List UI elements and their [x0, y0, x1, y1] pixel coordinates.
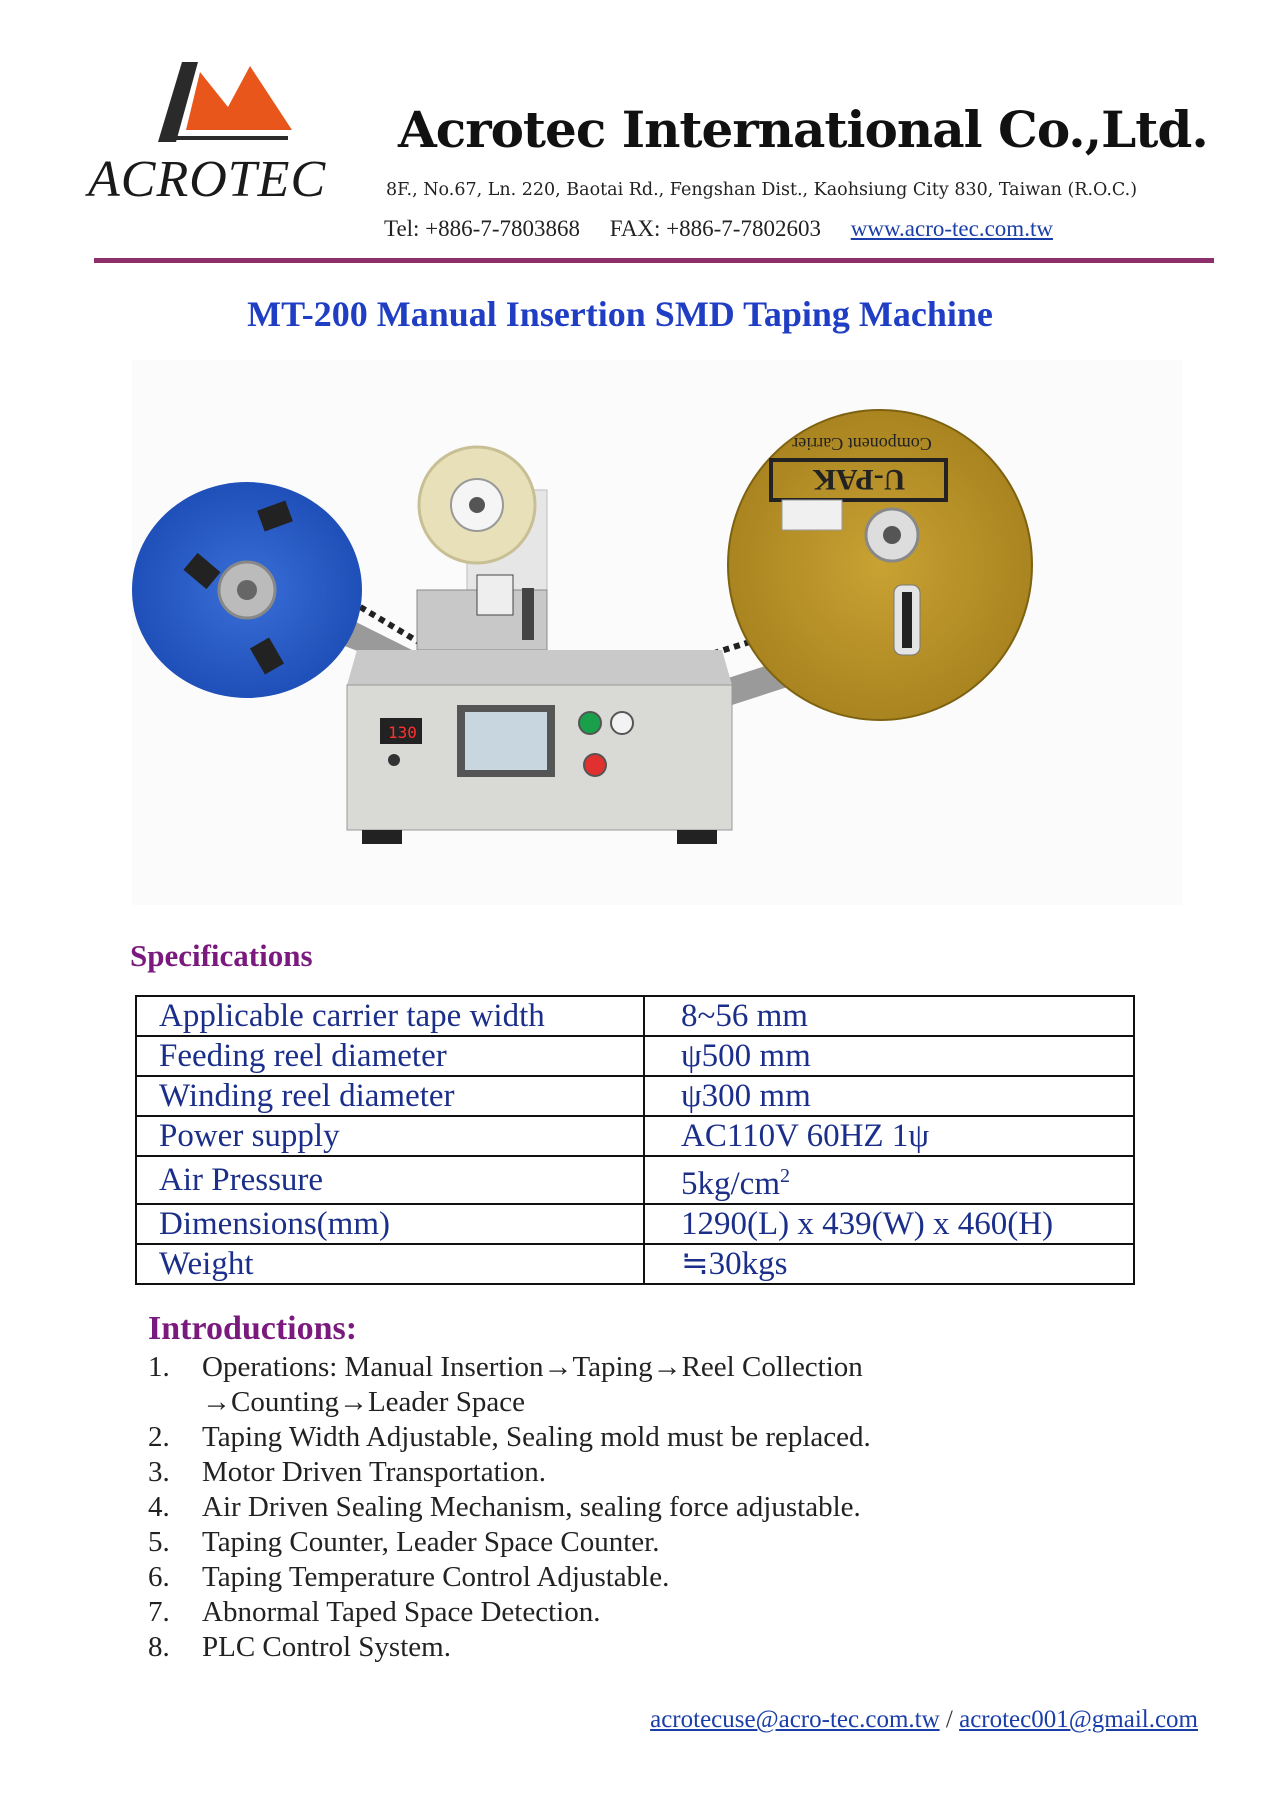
list-text-continued: →Counting→Leader Space — [202, 1386, 525, 1418]
list-item — [148, 1630, 871, 1665]
specifications-heading: Specifications — [130, 938, 313, 973]
spec-value: AC110V 60HZ 1ψ — [644, 1116, 1134, 1156]
table-row — [136, 1204, 1134, 1244]
list-text: Taping Width Adjustable, Sealing mold must be replaced. — [202, 1421, 871, 1453]
list-item — [148, 1525, 871, 1560]
table-row — [136, 1116, 1134, 1156]
spec-value: 1290(L) x 439(W) x 460(H) — [644, 1204, 1134, 1244]
winding-reel — [728, 410, 1032, 720]
email-separator: / — [939, 1706, 960, 1733]
list-item — [148, 1420, 871, 1455]
introductions-heading: Introductions: — [148, 1310, 358, 1347]
reel-caption: Component Carrier — [792, 434, 932, 454]
spec-value: ψ300 mm — [644, 1076, 1134, 1116]
spec-value-text: 5kg/cm — [681, 1166, 780, 1202]
table-row — [136, 1156, 1134, 1204]
telephone: Tel: +886-7-7803868 — [384, 216, 580, 241]
table-row — [136, 1244, 1134, 1284]
fax: FAX: +886-7-7802603 — [609, 216, 821, 241]
list-text: PLC Control System. — [202, 1631, 451, 1663]
acrotec-mountain-icon — [138, 52, 318, 142]
reset-button — [611, 712, 633, 734]
list-text: Operations: Manual Insertion→Taping→Reel Collection — [202, 1351, 863, 1383]
stop-button — [584, 754, 606, 776]
spec-label: Weight — [136, 1244, 644, 1284]
list-number: 3. — [148, 1456, 170, 1488]
list-number: 6. — [148, 1561, 170, 1593]
header-divider — [94, 258, 1214, 263]
spec-label: Winding reel diameter — [136, 1076, 644, 1116]
spec-label: Air Pressure — [136, 1156, 644, 1204]
superscript: 2 — [779, 1165, 790, 1187]
footer-contact — [650, 1706, 1198, 1734]
spec-label: Feeding reel diameter — [136, 1036, 644, 1076]
list-text: Taping Temperature Control Adjustable. — [202, 1561, 670, 1593]
company-logo — [88, 52, 338, 208]
list-item — [148, 1560, 871, 1595]
list-number: 2. — [148, 1421, 170, 1453]
list-text: Air Driven Sealing Mechanism, sealing force adjustable. — [202, 1491, 861, 1523]
table-row — [136, 996, 1134, 1036]
email-link-primary[interactable]: acrotecuse@acro-tec.com.tw — [650, 1706, 940, 1733]
list-item — [148, 1595, 871, 1630]
product-photo — [132, 360, 1182, 905]
spec-label: Applicable carrier tape width — [136, 996, 644, 1036]
spec-value — [644, 1156, 1134, 1204]
controller-display: 130 — [388, 723, 417, 742]
spec-label: Dimensions(mm) — [136, 1204, 644, 1244]
spec-value: ≒30kgs — [644, 1244, 1134, 1284]
introductions-list — [148, 1350, 871, 1665]
company-name: Acrotec International Co.,Ltd. — [398, 100, 1208, 159]
taping-machine-photo — [132, 360, 1182, 905]
spec-value: ψ500 mm — [644, 1036, 1134, 1076]
list-number: 5. — [148, 1526, 170, 1558]
list-number: 7. — [148, 1596, 170, 1628]
table-row — [136, 1076, 1134, 1116]
list-number: 8. — [148, 1631, 170, 1663]
list-number: 1. — [148, 1351, 170, 1383]
email-link-secondary[interactable]: acrotec001@gmail.com — [959, 1706, 1198, 1733]
list-item — [148, 1350, 871, 1420]
logo-wordmark: ACROTEC — [88, 151, 327, 208]
page-title: MT-200 Manual Insertion SMD Taping Machine — [247, 294, 993, 334]
spec-label: Power supply — [136, 1116, 644, 1156]
company-address: 8F., No.67, Ln. 220, Baotai Rd., Fengshan Dist., Kaohsiung City 830, Taiwan (R.O.C.) — [386, 180, 1138, 200]
table-row — [136, 1036, 1134, 1076]
list-text: Motor Driven Transportation. — [202, 1456, 546, 1488]
specifications-table — [135, 995, 1135, 1285]
spec-value: 8~56 mm — [644, 996, 1134, 1036]
list-text: Abnormal Taped Space Detection. — [202, 1596, 601, 1628]
list-number: 4. — [148, 1491, 170, 1523]
start-button — [579, 712, 601, 734]
website-link[interactable]: www.acro-tec.com.tw — [850, 216, 1053, 241]
list-item — [148, 1490, 871, 1525]
contact-line — [384, 216, 1053, 242]
list-text: Taping Counter, Leader Space Counter. — [202, 1526, 660, 1558]
list-item — [148, 1455, 871, 1490]
reel-brand-label: U-PAK — [812, 463, 906, 496]
